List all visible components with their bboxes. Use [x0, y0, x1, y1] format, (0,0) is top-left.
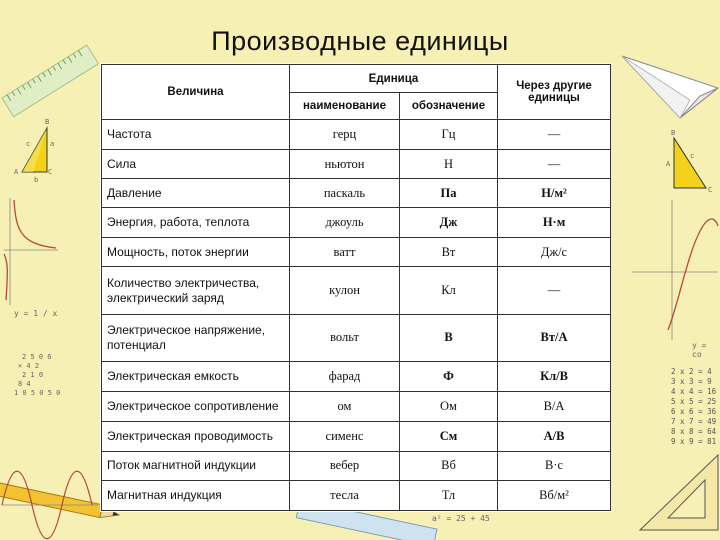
set-square-icon: [640, 455, 718, 530]
cell-unit-name: сименс: [290, 421, 400, 451]
multiplication-line: 8 x 8 = 64: [671, 427, 717, 436]
cell-via-other: В/А: [498, 391, 611, 421]
cell-quantity: Количество электричества, электрический заряд: [102, 267, 290, 315]
left-formula: y = 1 / x: [14, 309, 58, 318]
triangle-label: C: [708, 186, 713, 194]
hyperbola-graph-icon: [4, 198, 58, 305]
multiplication-line: 7 x 7 = 49: [671, 417, 717, 426]
paper-plane-icon: [622, 56, 718, 118]
cell-quantity: Электрическая емкость: [102, 361, 290, 391]
cell-quantity: Частота: [102, 120, 290, 150]
table-row: [102, 208, 611, 238]
cell-unit-name: ватт: [290, 238, 400, 267]
cell-unit-name: вольт: [290, 315, 400, 361]
cell-unit-name: ньютон: [290, 150, 400, 179]
multiplication-line: 2 x 2 = 4: [671, 367, 712, 376]
cell-unit-name: герц: [290, 120, 400, 150]
cell-quantity: Электрическое напряжение, потенциал: [102, 315, 290, 361]
units-table: [101, 64, 611, 511]
table-row: [102, 238, 611, 267]
cell-unit-symbol: Гц: [400, 120, 498, 150]
table-row: [102, 267, 611, 315]
triangle-label: C: [48, 168, 53, 176]
cell-via-other: Н/м²: [498, 179, 611, 208]
cell-unit-symbol: Тл: [400, 480, 498, 510]
table-row: [102, 451, 611, 480]
triangle-label: B: [671, 129, 676, 137]
triangle-label: A: [14, 168, 19, 176]
header-unit-name: наименование: [290, 93, 400, 120]
cell-via-other: А/В: [498, 421, 611, 451]
triangle-left-icon: [22, 128, 47, 172]
cell-unit-name: фарад: [290, 361, 400, 391]
page-title: Производные единицы: [211, 26, 509, 56]
cell-via-other: —: [498, 120, 611, 150]
right-formula: y = co: [692, 341, 707, 359]
cell-via-other: В·с: [498, 451, 611, 480]
header-unit-symbol: обозначение: [400, 93, 498, 120]
table-row: [102, 120, 611, 150]
cell-via-other: Дж/с: [498, 238, 611, 267]
cell-unit-name: тесла: [290, 480, 400, 510]
header-quantity: Величина: [102, 65, 290, 120]
cell-via-other: Вб/м²: [498, 480, 611, 510]
cell-unit-symbol: Па: [400, 179, 498, 208]
table-body: [102, 120, 611, 511]
cell-unit-symbol: Ф: [400, 361, 498, 391]
cell-unit-name: паскаль: [290, 179, 400, 208]
table-row: [102, 150, 611, 179]
cell-unit-symbol: Н: [400, 150, 498, 179]
arith-line: 2 1 0: [22, 371, 44, 379]
header-unit: Единица: [290, 65, 498, 93]
cell-via-other: Кл/В: [498, 361, 611, 391]
cell-unit-symbol: Ом: [400, 391, 498, 421]
triangle-label: B: [45, 118, 50, 126]
cell-unit-name: ом: [290, 391, 400, 421]
cell-unit-symbol: См: [400, 421, 498, 451]
cell-unit-name: кулон: [290, 267, 400, 315]
arith-line: 8 4: [18, 380, 31, 388]
table-row: [102, 480, 611, 510]
multiplication-line: 5 x 5 = 25: [671, 397, 717, 406]
bottom-formula: a² = 25 + 45: [432, 514, 490, 523]
cell-via-other: —: [498, 150, 611, 179]
arith-line: 1 0 5 0 5 0: [14, 389, 61, 397]
table-row: [102, 421, 611, 451]
cell-unit-symbol: Вб: [400, 451, 498, 480]
cell-unit-name: джоуль: [290, 208, 400, 238]
cell-quantity: Давление: [102, 179, 290, 208]
triangle-label: A: [666, 160, 671, 168]
header-via-other: Через другие единицы: [498, 65, 611, 120]
multiplication-line: 9 x 9 = 81: [671, 437, 717, 446]
multiplication-table: [671, 367, 716, 447]
cell-via-other: Н·м: [498, 208, 611, 238]
arith-line: 2 5 0 6: [22, 353, 52, 361]
triangle-label: c: [690, 152, 695, 160]
cell-quantity: Сила: [102, 150, 290, 179]
table-row: [102, 179, 611, 208]
cell-unit-name: вебер: [290, 451, 400, 480]
cosine-graph-icon: [632, 200, 718, 340]
cell-quantity: Поток магнитной индукции: [102, 451, 290, 480]
cell-quantity: Электрическое сопротивление: [102, 391, 290, 421]
cell-quantity: Электрическая проводимость: [102, 421, 290, 451]
table-row: [102, 391, 611, 421]
cell-unit-symbol: Кл: [400, 267, 498, 315]
triangle-label: c: [26, 140, 31, 148]
cell-via-other: Вт/А: [498, 315, 611, 361]
table-row: [102, 315, 611, 361]
arith-line: × 4 2: [18, 362, 40, 370]
cell-unit-symbol: Вт: [400, 238, 498, 267]
sine-graph-icon: [2, 471, 98, 539]
cell-via-other: —: [498, 267, 611, 315]
cell-unit-symbol: В: [400, 315, 498, 361]
cell-quantity: Мощность, поток энергии: [102, 238, 290, 267]
cell-unit-symbol: Дж: [400, 208, 498, 238]
multiplication-line: 3 x 3 = 9: [671, 377, 712, 386]
table-row: [102, 361, 611, 391]
triangle-right-icon: [674, 138, 706, 188]
triangle-label: b: [34, 176, 39, 184]
cell-quantity: Магнитная индукция: [102, 480, 290, 510]
cell-quantity: Энергия, работа, теплота: [102, 208, 290, 238]
multiplication-line: 4 x 4 = 16: [671, 387, 717, 396]
multiplication-line: 6 x 6 = 36: [671, 407, 717, 416]
triangle-label: a: [50, 140, 55, 148]
